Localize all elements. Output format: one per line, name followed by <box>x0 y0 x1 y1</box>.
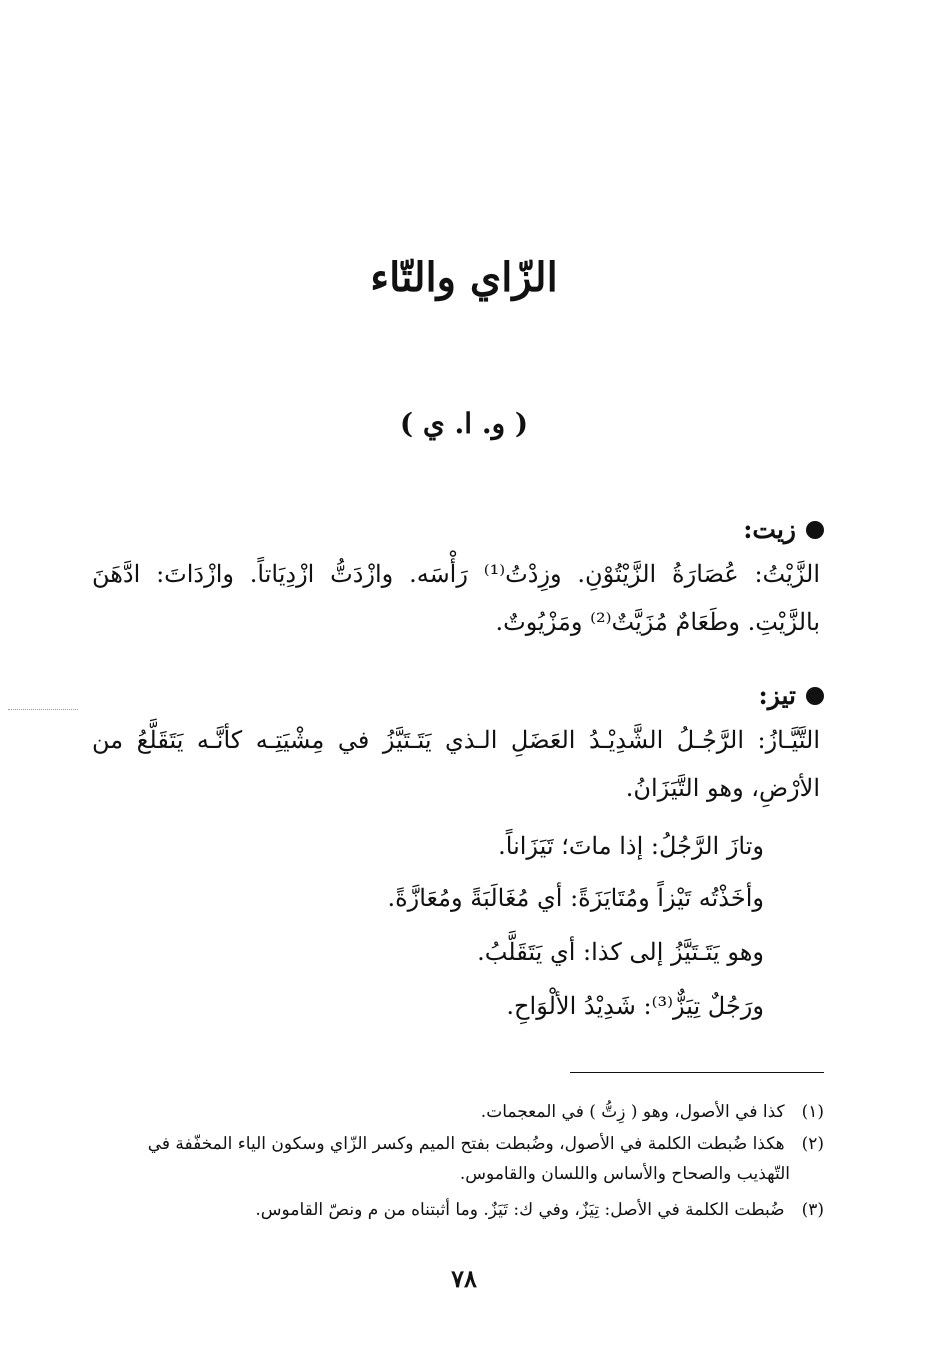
footnote-text: كذا في الأصول، وهو ( زِتُّ ) في المعجمات. <box>480 1102 785 1122</box>
bullet-icon <box>806 521 824 539</box>
entry-line: وتازَ الرَّجُلُ: إذا ماتَ؛ تَيَزَاناً. <box>498 832 764 860</box>
entry-line: وأخَذْتُه تَيْزاً ومُتَايَزَةً: أي مُغَالَبَةً ومُعَازَّةً. <box>387 884 764 912</box>
root-heading: ( و. ا. ي ) <box>399 407 529 440</box>
footnote <box>104 1130 824 1158</box>
entry-heading-label: تيز: <box>758 681 796 710</box>
scan-mark <box>8 709 78 710</box>
footnote-text: هكذا ضُبطت الكلمة في الأصول، وضُبطت بفتح الميم وكسر الزّاي وسكون الياء المخفّفة في <box>147 1134 785 1154</box>
bullet-icon <box>806 687 824 705</box>
entry-text: الزَّيْتُ: عُصَارَةُ الزَّيْتُوْنِ. وزِدْتُ⁽¹⁾ رَأْسَه. وازْدَتُّ ازْدِيَاتاً. وازْدَاتَ: ادَّهَنَ بالزَّيْتِ. وطَعَامٌ مُزَيَّتٌ⁽²⁾ ومَزْيُوتٌ. <box>92 560 820 636</box>
footnote <box>104 1196 824 1224</box>
footnote-text: ضُبطت الكلمة في الأصل: تِيَزٌ، وفي ك: تَيَزٌ. وما أثبتناه من م ونصّ القاموس. <box>255 1200 785 1220</box>
footnote-number: (١) <box>801 1102 824 1122</box>
entry-line: ورَجُلٌ تِيَزٌّ⁽³⁾: شَدِيْدُ الألْوَاحِ. <box>506 992 764 1020</box>
footnote-number: (٣) <box>801 1200 824 1220</box>
chapter-title: الزّاي والتّاء <box>370 254 558 301</box>
entry-text: التَّيَّـازُ: الرَّجُـلُ الشَّدِيْـدُ العَضَلِ الـذي يَتَـتَيَّزُ في مِشْيَتِـه كأنَّـه يَتَقَلَّعُ من الأرْضِ، وهو التَّيَزَانُ. <box>92 726 820 802</box>
page-number: ٧٨ <box>451 1264 477 1293</box>
footnote-continuation: التّهذيب والصحاح والأساس واللسان والقاموس. <box>459 1164 790 1184</box>
entry-heading <box>758 678 824 714</box>
footnote-number: (٢) <box>801 1134 824 1154</box>
footnote-separator <box>570 1072 824 1073</box>
entry-heading-label: زيت: <box>743 515 796 544</box>
entry-line: وهو يَتَـتَيَّزُ إلى كذا: أي يَتَقَلَّبُ. <box>477 938 764 966</box>
footnote <box>104 1098 824 1126</box>
entry-heading <box>743 512 824 548</box>
